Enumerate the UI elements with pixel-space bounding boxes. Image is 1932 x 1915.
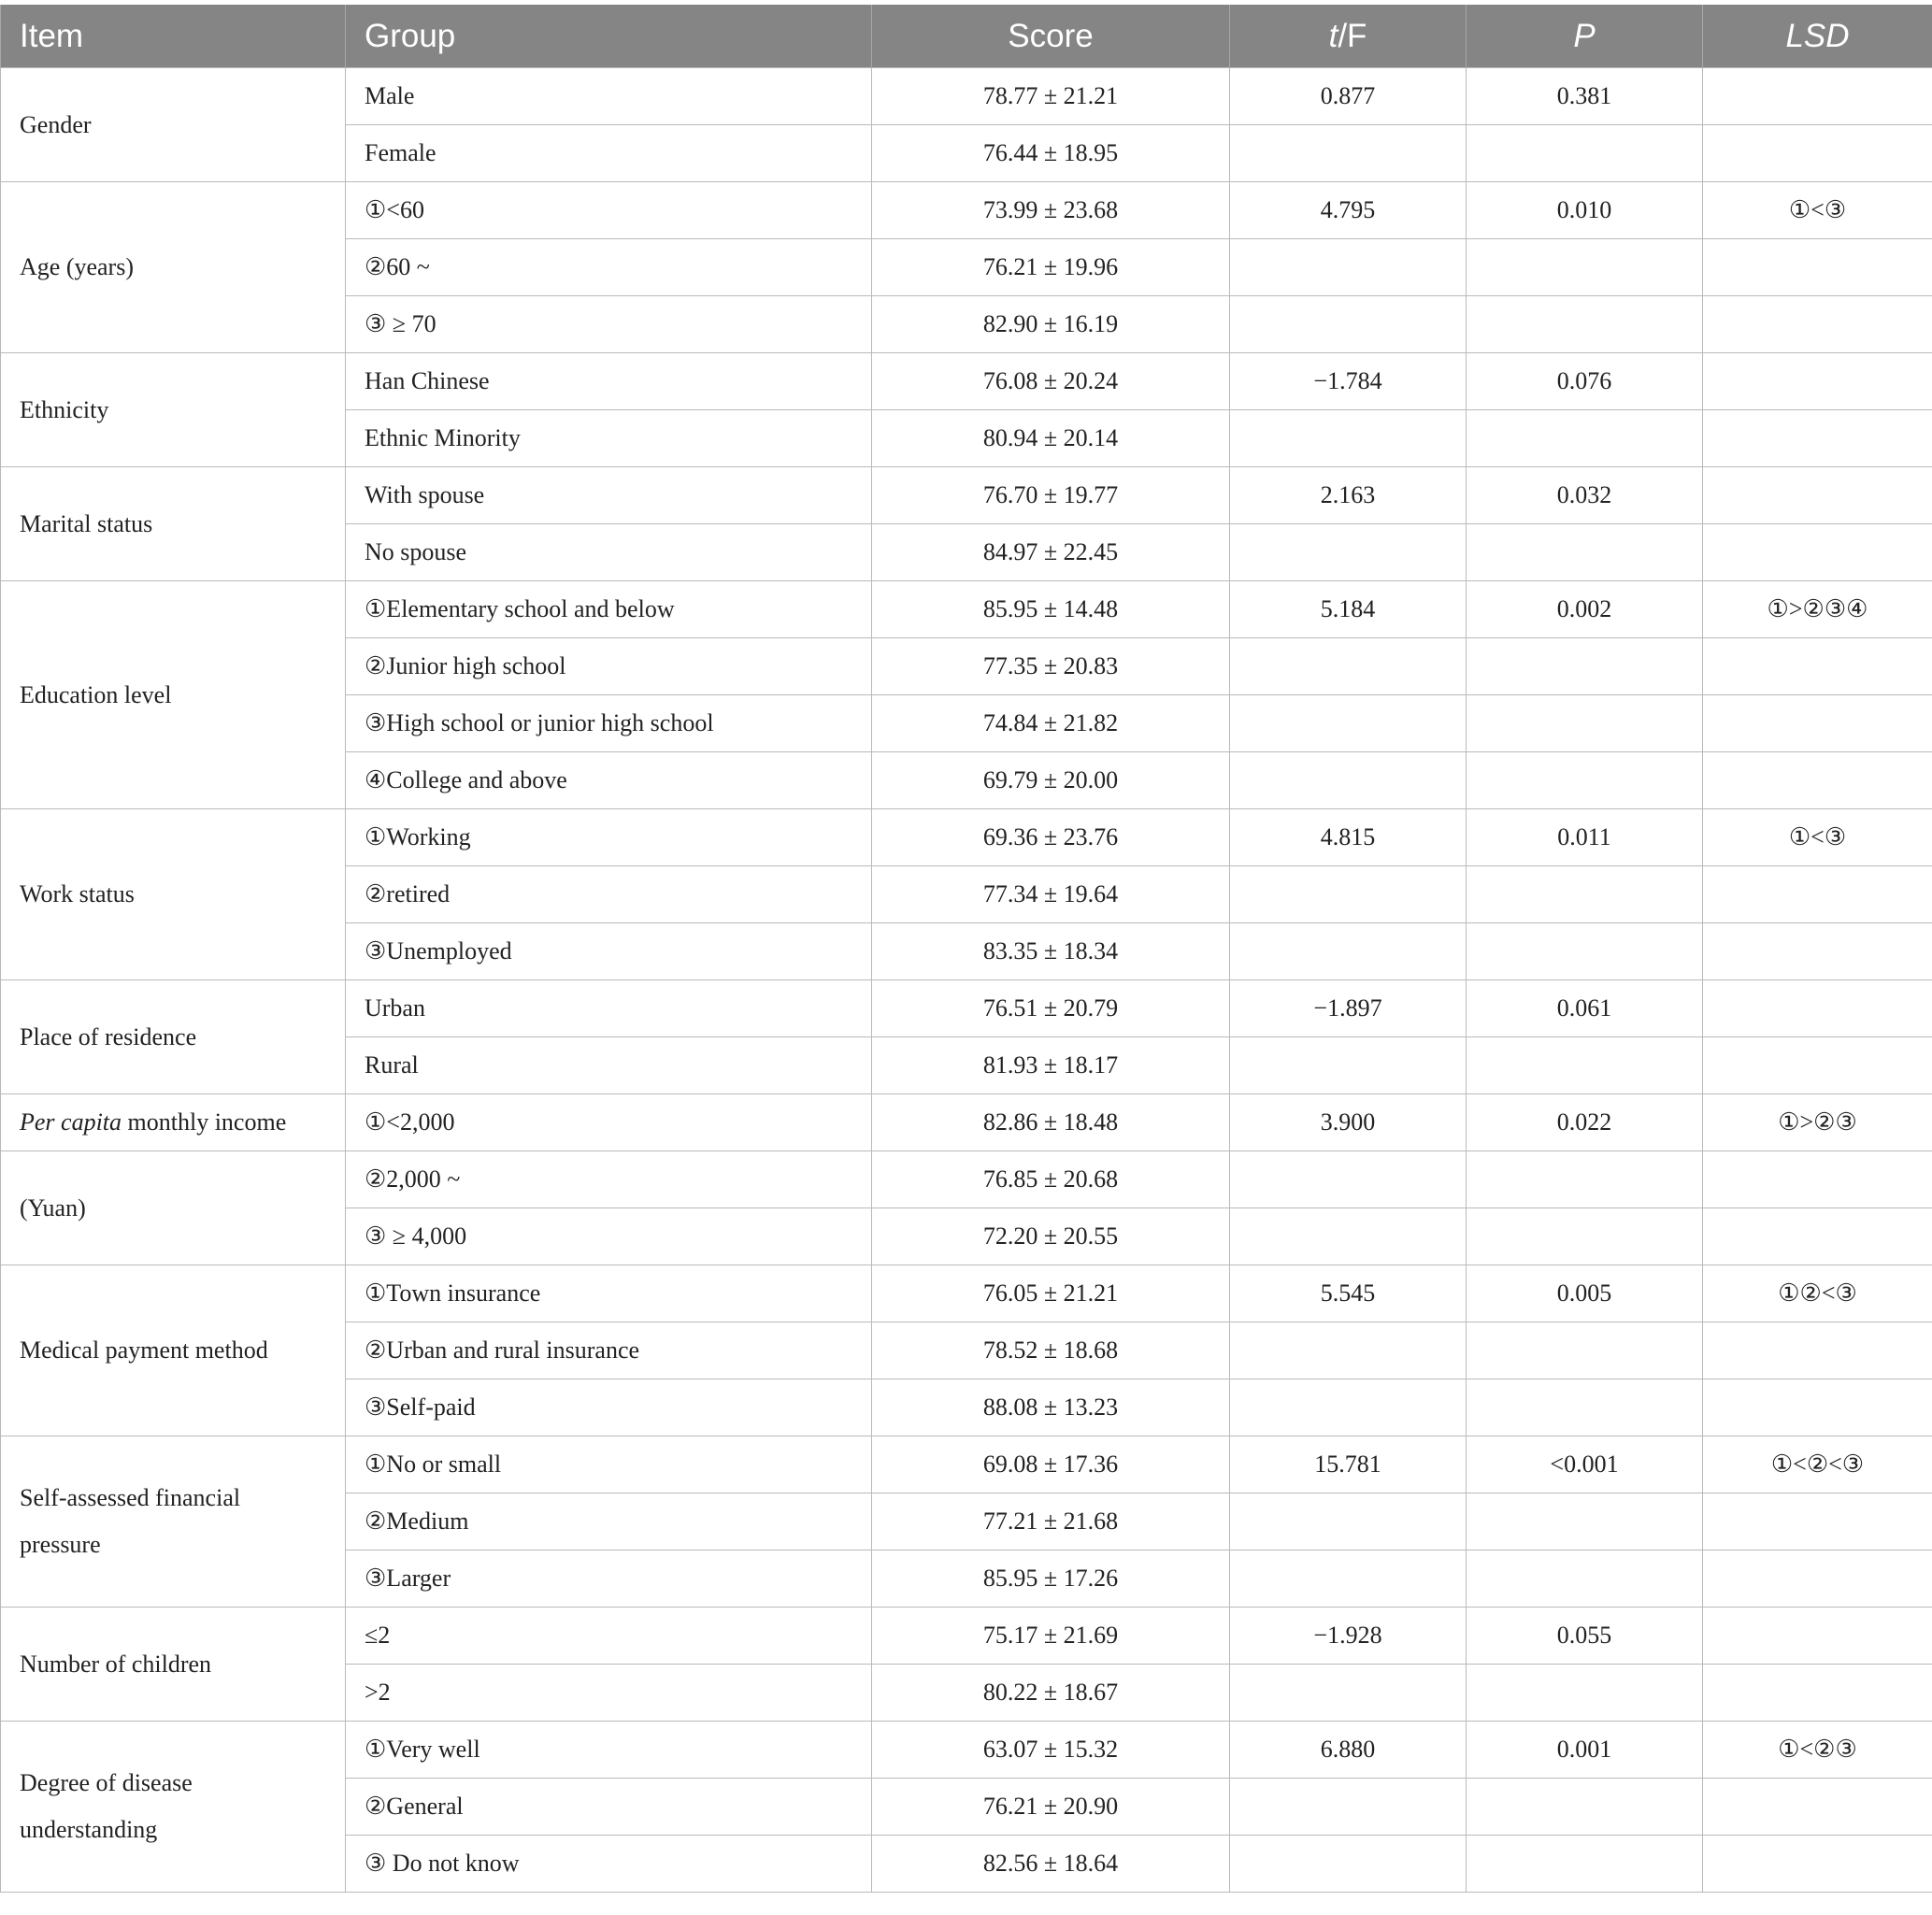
- header-score: Score: [872, 5, 1230, 68]
- p-cell: 0.010: [1467, 182, 1703, 239]
- lsd-cell: [1703, 1665, 1932, 1722]
- lsd-cell: [1703, 1322, 1932, 1379]
- group-cell: ③High school or junior high school: [346, 695, 872, 752]
- item-cell: Marital status: [1, 467, 346, 581]
- table-row: [1, 1151, 1932, 1208]
- table-row: [1, 467, 1932, 524]
- p-cell: 0.001: [1467, 1722, 1703, 1779]
- table-row: [1, 68, 1932, 125]
- score-cell: 78.77 ± 21.21: [872, 68, 1230, 125]
- p-cell: 0.032: [1467, 467, 1703, 524]
- p-cell: [1467, 1836, 1703, 1893]
- group-cell: Rural: [346, 1037, 872, 1094]
- group-cell: ②Urban and rural insurance: [346, 1322, 872, 1379]
- p-cell: [1467, 866, 1703, 923]
- group-cell: Male: [346, 68, 872, 125]
- score-cell: 88.08 ± 13.23: [872, 1379, 1230, 1436]
- p-cell: [1467, 239, 1703, 296]
- tf-cell: −1.897: [1230, 980, 1467, 1037]
- tf-cell: [1230, 1665, 1467, 1722]
- tf-cell: [1230, 524, 1467, 581]
- lsd-cell: ①<②<③: [1703, 1436, 1932, 1493]
- score-cell: 76.21 ± 19.96: [872, 239, 1230, 296]
- score-cell: 80.22 ± 18.67: [872, 1665, 1230, 1722]
- group-cell: ①No or small: [346, 1436, 872, 1493]
- group-cell: Urban: [346, 980, 872, 1037]
- lsd-cell: ①>②③: [1703, 1094, 1932, 1151]
- tf-cell: [1230, 1493, 1467, 1551]
- table-header: [1, 5, 1932, 68]
- group-cell: ③ ≥ 4,000: [346, 1208, 872, 1265]
- lsd-cell: [1703, 1836, 1932, 1893]
- score-cell: 85.95 ± 17.26: [872, 1551, 1230, 1608]
- tf-cell: 6.880: [1230, 1722, 1467, 1779]
- group-cell: ①Town insurance: [346, 1265, 872, 1322]
- lsd-cell: [1703, 410, 1932, 467]
- tf-cell: 5.545: [1230, 1265, 1467, 1322]
- lsd-cell: [1703, 1551, 1932, 1608]
- item-cell: Medical payment method: [1, 1265, 346, 1436]
- p-cell: 0.055: [1467, 1608, 1703, 1665]
- header-tf-italic: t: [1328, 17, 1338, 54]
- item-cell: Place of residence: [1, 980, 346, 1094]
- header-p: P: [1467, 5, 1703, 68]
- group-cell: ②60 ~: [346, 239, 872, 296]
- lsd-cell: [1703, 239, 1932, 296]
- score-cell: 74.84 ± 21.82: [872, 695, 1230, 752]
- score-cell: 81.93 ± 18.17: [872, 1037, 1230, 1094]
- group-cell: ②Medium: [346, 1493, 872, 1551]
- lsd-cell: [1703, 1608, 1932, 1665]
- tf-cell: [1230, 1322, 1467, 1379]
- header-tf-rest: /F: [1338, 17, 1367, 54]
- tf-cell: [1230, 1037, 1467, 1094]
- lsd-cell: [1703, 467, 1932, 524]
- lsd-cell: [1703, 1151, 1932, 1208]
- item-cell: Age (years): [1, 182, 346, 353]
- tf-cell: 15.781: [1230, 1436, 1467, 1493]
- score-cell: 75.17 ± 21.69: [872, 1608, 1230, 1665]
- tf-cell: [1230, 638, 1467, 695]
- group-cell: ③Larger: [346, 1551, 872, 1608]
- group-cell: ②General: [346, 1779, 872, 1836]
- group-cell: No spouse: [346, 524, 872, 581]
- score-cell: 69.36 ± 23.76: [872, 809, 1230, 866]
- group-cell: Han Chinese: [346, 353, 872, 410]
- tf-cell: 2.163: [1230, 467, 1467, 524]
- group-cell: >2: [346, 1665, 872, 1722]
- score-cell: 76.51 ± 20.79: [872, 980, 1230, 1037]
- p-cell: [1467, 410, 1703, 467]
- item-cell: Self-assessed financial pressure: [1, 1436, 346, 1608]
- p-cell: [1467, 923, 1703, 980]
- table-row: [1, 1608, 1932, 1665]
- tf-cell: [1230, 695, 1467, 752]
- group-cell: ①Working: [346, 809, 872, 866]
- lsd-cell: ①>②③④: [1703, 581, 1932, 638]
- p-cell: [1467, 1322, 1703, 1379]
- group-cell: ①Elementary school and below: [346, 581, 872, 638]
- lsd-cell: ①<③: [1703, 809, 1932, 866]
- p-cell: 0.381: [1467, 68, 1703, 125]
- tf-cell: [1230, 1551, 1467, 1608]
- p-cell: 0.061: [1467, 980, 1703, 1037]
- p-cell: [1467, 695, 1703, 752]
- item-cell: (Yuan): [1, 1151, 346, 1265]
- group-cell: ③Unemployed: [346, 923, 872, 980]
- table-row: [1, 1436, 1932, 1493]
- table-row: [1, 1265, 1932, 1322]
- group-cell: ②Junior high school: [346, 638, 872, 695]
- header-row: [1, 5, 1932, 68]
- lsd-cell: [1703, 524, 1932, 581]
- score-cell: 82.90 ± 16.19: [872, 296, 1230, 353]
- score-cell: 72.20 ± 20.55: [872, 1208, 1230, 1265]
- tf-cell: 4.815: [1230, 809, 1467, 866]
- group-cell: ①<2,000: [346, 1094, 872, 1151]
- tf-cell: [1230, 866, 1467, 923]
- group-cell: ③Self-paid: [346, 1379, 872, 1436]
- item-rest: monthly income: [122, 1108, 287, 1136]
- score-cell: 80.94 ± 20.14: [872, 410, 1230, 467]
- header-tf: [1230, 5, 1467, 68]
- score-cell: 76.08 ± 20.24: [872, 353, 1230, 410]
- score-cell: 73.99 ± 23.68: [872, 182, 1230, 239]
- tf-cell: 0.877: [1230, 68, 1467, 125]
- item-cell: Gender: [1, 68, 346, 182]
- p-cell: <0.001: [1467, 1436, 1703, 1493]
- lsd-cell: [1703, 980, 1932, 1037]
- score-cell: 76.44 ± 18.95: [872, 125, 1230, 182]
- lsd-cell: [1703, 1493, 1932, 1551]
- table-body: [1, 68, 1932, 1893]
- tf-cell: [1230, 1379, 1467, 1436]
- group-cell: Female: [346, 125, 872, 182]
- lsd-cell: ①<②③: [1703, 1722, 1932, 1779]
- lsd-cell: [1703, 353, 1932, 410]
- lsd-cell: [1703, 296, 1932, 353]
- item-cell: Number of children: [1, 1608, 346, 1722]
- p-cell: 0.076: [1467, 353, 1703, 410]
- table-row: [1, 353, 1932, 410]
- tf-cell: [1230, 1208, 1467, 1265]
- tf-cell: 3.900: [1230, 1094, 1467, 1151]
- lsd-cell: [1703, 1037, 1932, 1094]
- score-cell: 69.79 ± 20.00: [872, 752, 1230, 809]
- lsd-cell: [1703, 638, 1932, 695]
- header-item: Item: [1, 5, 346, 68]
- tf-cell: 4.795: [1230, 182, 1467, 239]
- group-cell: ①Very well: [346, 1722, 872, 1779]
- tf-cell: −1.928: [1230, 1608, 1467, 1665]
- p-cell: [1467, 296, 1703, 353]
- table-row: [1, 1094, 1932, 1151]
- score-cell: 76.85 ± 20.68: [872, 1151, 1230, 1208]
- p-cell: [1467, 1151, 1703, 1208]
- table-row: [1, 182, 1932, 239]
- tf-cell: [1230, 239, 1467, 296]
- p-cell: 0.011: [1467, 809, 1703, 866]
- group-cell: ④College and above: [346, 752, 872, 809]
- table-row: [1, 809, 1932, 866]
- p-cell: [1467, 1379, 1703, 1436]
- score-cell: 69.08 ± 17.36: [872, 1436, 1230, 1493]
- lsd-cell: [1703, 866, 1932, 923]
- score-cell: 76.70 ± 19.77: [872, 467, 1230, 524]
- p-cell: [1467, 638, 1703, 695]
- item-cell: [1, 1094, 346, 1151]
- lsd-cell: [1703, 1779, 1932, 1836]
- score-cell: 76.21 ± 20.90: [872, 1779, 1230, 1836]
- tf-cell: [1230, 923, 1467, 980]
- p-cell: 0.022: [1467, 1094, 1703, 1151]
- lsd-cell: [1703, 68, 1932, 125]
- group-cell: ②retired: [346, 866, 872, 923]
- item-cell: Work status: [1, 809, 346, 980]
- p-cell: [1467, 1208, 1703, 1265]
- score-cell: 77.21 ± 21.68: [872, 1493, 1230, 1551]
- tf-cell: [1230, 1151, 1467, 1208]
- p-cell: [1467, 1551, 1703, 1608]
- lsd-cell: [1703, 695, 1932, 752]
- tf-cell: [1230, 125, 1467, 182]
- tf-cell: −1.784: [1230, 353, 1467, 410]
- item-cell: Education level: [1, 581, 346, 809]
- score-cell: 63.07 ± 15.32: [872, 1722, 1230, 1779]
- score-cell: 83.35 ± 18.34: [872, 923, 1230, 980]
- tf-cell: [1230, 1836, 1467, 1893]
- p-cell: [1467, 524, 1703, 581]
- score-cell: 77.35 ± 20.83: [872, 638, 1230, 695]
- score-cell: 85.95 ± 14.48: [872, 581, 1230, 638]
- score-cell: 77.34 ± 19.64: [872, 866, 1230, 923]
- table-row: [1, 980, 1932, 1037]
- score-cell: 76.05 ± 21.21: [872, 1265, 1230, 1322]
- tf-cell: [1230, 296, 1467, 353]
- p-cell: [1467, 752, 1703, 809]
- score-cell: 82.56 ± 18.64: [872, 1836, 1230, 1893]
- score-cell: 82.86 ± 18.48: [872, 1094, 1230, 1151]
- lsd-cell: [1703, 923, 1932, 980]
- group-cell: With spouse: [346, 467, 872, 524]
- header-lsd: LSD: [1703, 5, 1932, 68]
- p-cell: 0.005: [1467, 1265, 1703, 1322]
- group-cell: ≤2: [346, 1608, 872, 1665]
- results-table: [0, 5, 1932, 1893]
- lsd-cell: [1703, 752, 1932, 809]
- item-cell: Degree of disease understanding: [1, 1722, 346, 1893]
- p-cell: [1467, 1779, 1703, 1836]
- lsd-cell: [1703, 125, 1932, 182]
- p-cell: 0.002: [1467, 581, 1703, 638]
- item-cell: Ethnicity: [1, 353, 346, 467]
- table-row: [1, 1722, 1932, 1779]
- lsd-cell: [1703, 1208, 1932, 1265]
- tf-cell: 5.184: [1230, 581, 1467, 638]
- group-cell: Ethnic Minority: [346, 410, 872, 467]
- tf-cell: [1230, 1779, 1467, 1836]
- score-cell: 78.52 ± 18.68: [872, 1322, 1230, 1379]
- header-group: Group: [346, 5, 872, 68]
- tf-cell: [1230, 410, 1467, 467]
- item-italic: Per capita: [20, 1108, 122, 1136]
- table-row: [1, 581, 1932, 638]
- p-cell: [1467, 1037, 1703, 1094]
- score-cell: 84.97 ± 22.45: [872, 524, 1230, 581]
- tf-cell: [1230, 752, 1467, 809]
- group-cell: ③ ≥ 70: [346, 296, 872, 353]
- group-cell: ③ Do not know: [346, 1836, 872, 1893]
- group-cell: ①<60: [346, 182, 872, 239]
- p-cell: [1467, 1493, 1703, 1551]
- lsd-cell: ①<③: [1703, 182, 1932, 239]
- group-cell: ②2,000 ~: [346, 1151, 872, 1208]
- p-cell: [1467, 125, 1703, 182]
- lsd-cell: [1703, 1379, 1932, 1436]
- p-cell: [1467, 1665, 1703, 1722]
- lsd-cell: ①②<③: [1703, 1265, 1932, 1322]
